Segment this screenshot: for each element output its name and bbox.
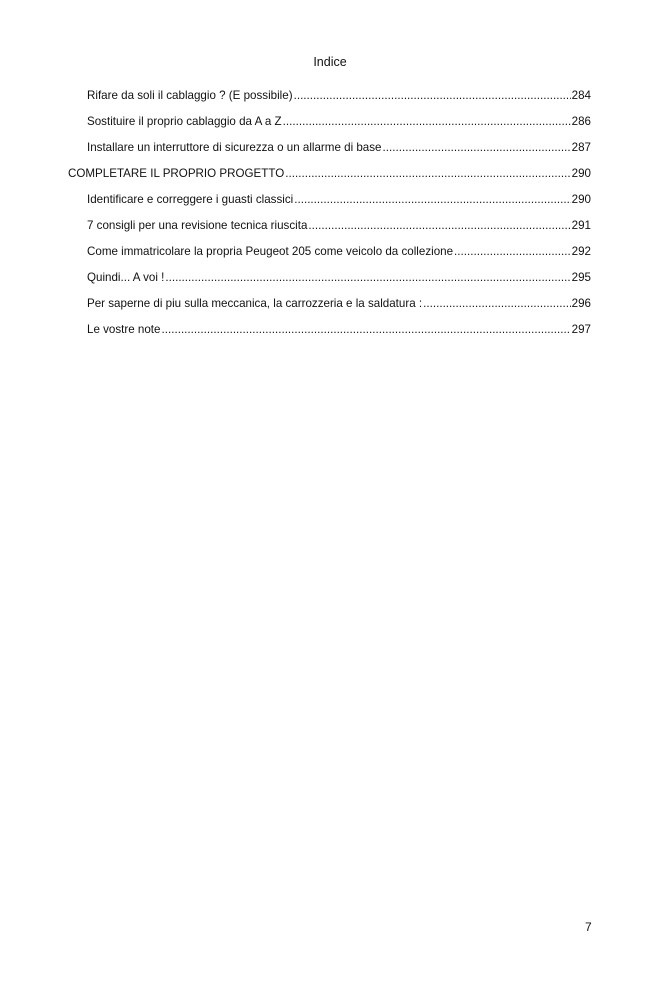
toc-entry-page: 291: [571, 219, 591, 232]
dot-leader: [294, 193, 570, 206]
dot-leader: [285, 167, 570, 180]
toc-entry-title: Rifare da soli il cablaggio ? (E possibile): [87, 89, 293, 102]
dot-leader: [165, 271, 570, 284]
dot-leader: [308, 219, 570, 232]
toc-entry-title: Per saperne di piu sulla meccanica, la carrozzeria e la saldatura :: [87, 297, 423, 310]
toc-entry[interactable]: [68, 89, 591, 115]
toc-entry-page: 286: [571, 115, 591, 128]
toc-entry[interactable]: [68, 141, 591, 167]
table-of-contents: [68, 89, 591, 349]
toc-entry-page: 287: [571, 141, 591, 154]
toc-entry[interactable]: [68, 245, 591, 271]
dot-leader: [161, 323, 570, 336]
toc-entry-page: 297: [571, 323, 591, 336]
toc-entry[interactable]: [68, 271, 591, 297]
toc-entry-title: Come immatricolare la propria Peugeot 205 come veicolo da collezione: [87, 245, 454, 258]
toc-entry-page: 290: [571, 193, 591, 206]
toc-entry-title: Sostituire il proprio cablaggio da A a Z: [87, 115, 282, 128]
dot-leader: [454, 245, 571, 258]
dot-leader: [383, 141, 571, 154]
toc-entry-title: COMPLETARE IL PROPRIO PROGETTO: [68, 167, 285, 180]
page-number: 7: [585, 920, 592, 934]
dot-leader: [294, 89, 571, 102]
toc-entry-title: Installare un interruttore di sicurezza o un allarme di base: [87, 141, 382, 154]
dot-leader: [283, 115, 571, 128]
toc-entry[interactable]: [68, 115, 591, 141]
toc-entry[interactable]: [68, 219, 591, 245]
toc-entry-page: 290: [571, 167, 591, 180]
toc-entry[interactable]: [68, 193, 591, 219]
toc-entry-page: 284: [571, 89, 591, 102]
running-header: Indice: [313, 55, 347, 69]
toc-entry-page: 295: [571, 271, 591, 284]
toc-chapter-entry[interactable]: [68, 167, 591, 193]
toc-entry-title: 7 consigli per una revisione tecnica riuscita: [87, 219, 308, 232]
dot-leader: [423, 297, 571, 310]
toc-entry-title: Quindi... A voi !: [87, 271, 165, 284]
toc-entry-page: 296: [571, 297, 591, 310]
toc-entry-page: 292: [571, 245, 591, 258]
toc-entry-title: Identificare e correggere i guasti classici: [87, 193, 294, 206]
toc-entry-title: Le vostre note: [87, 323, 161, 336]
toc-entry[interactable]: [68, 297, 591, 323]
toc-entry[interactable]: [68, 323, 591, 349]
